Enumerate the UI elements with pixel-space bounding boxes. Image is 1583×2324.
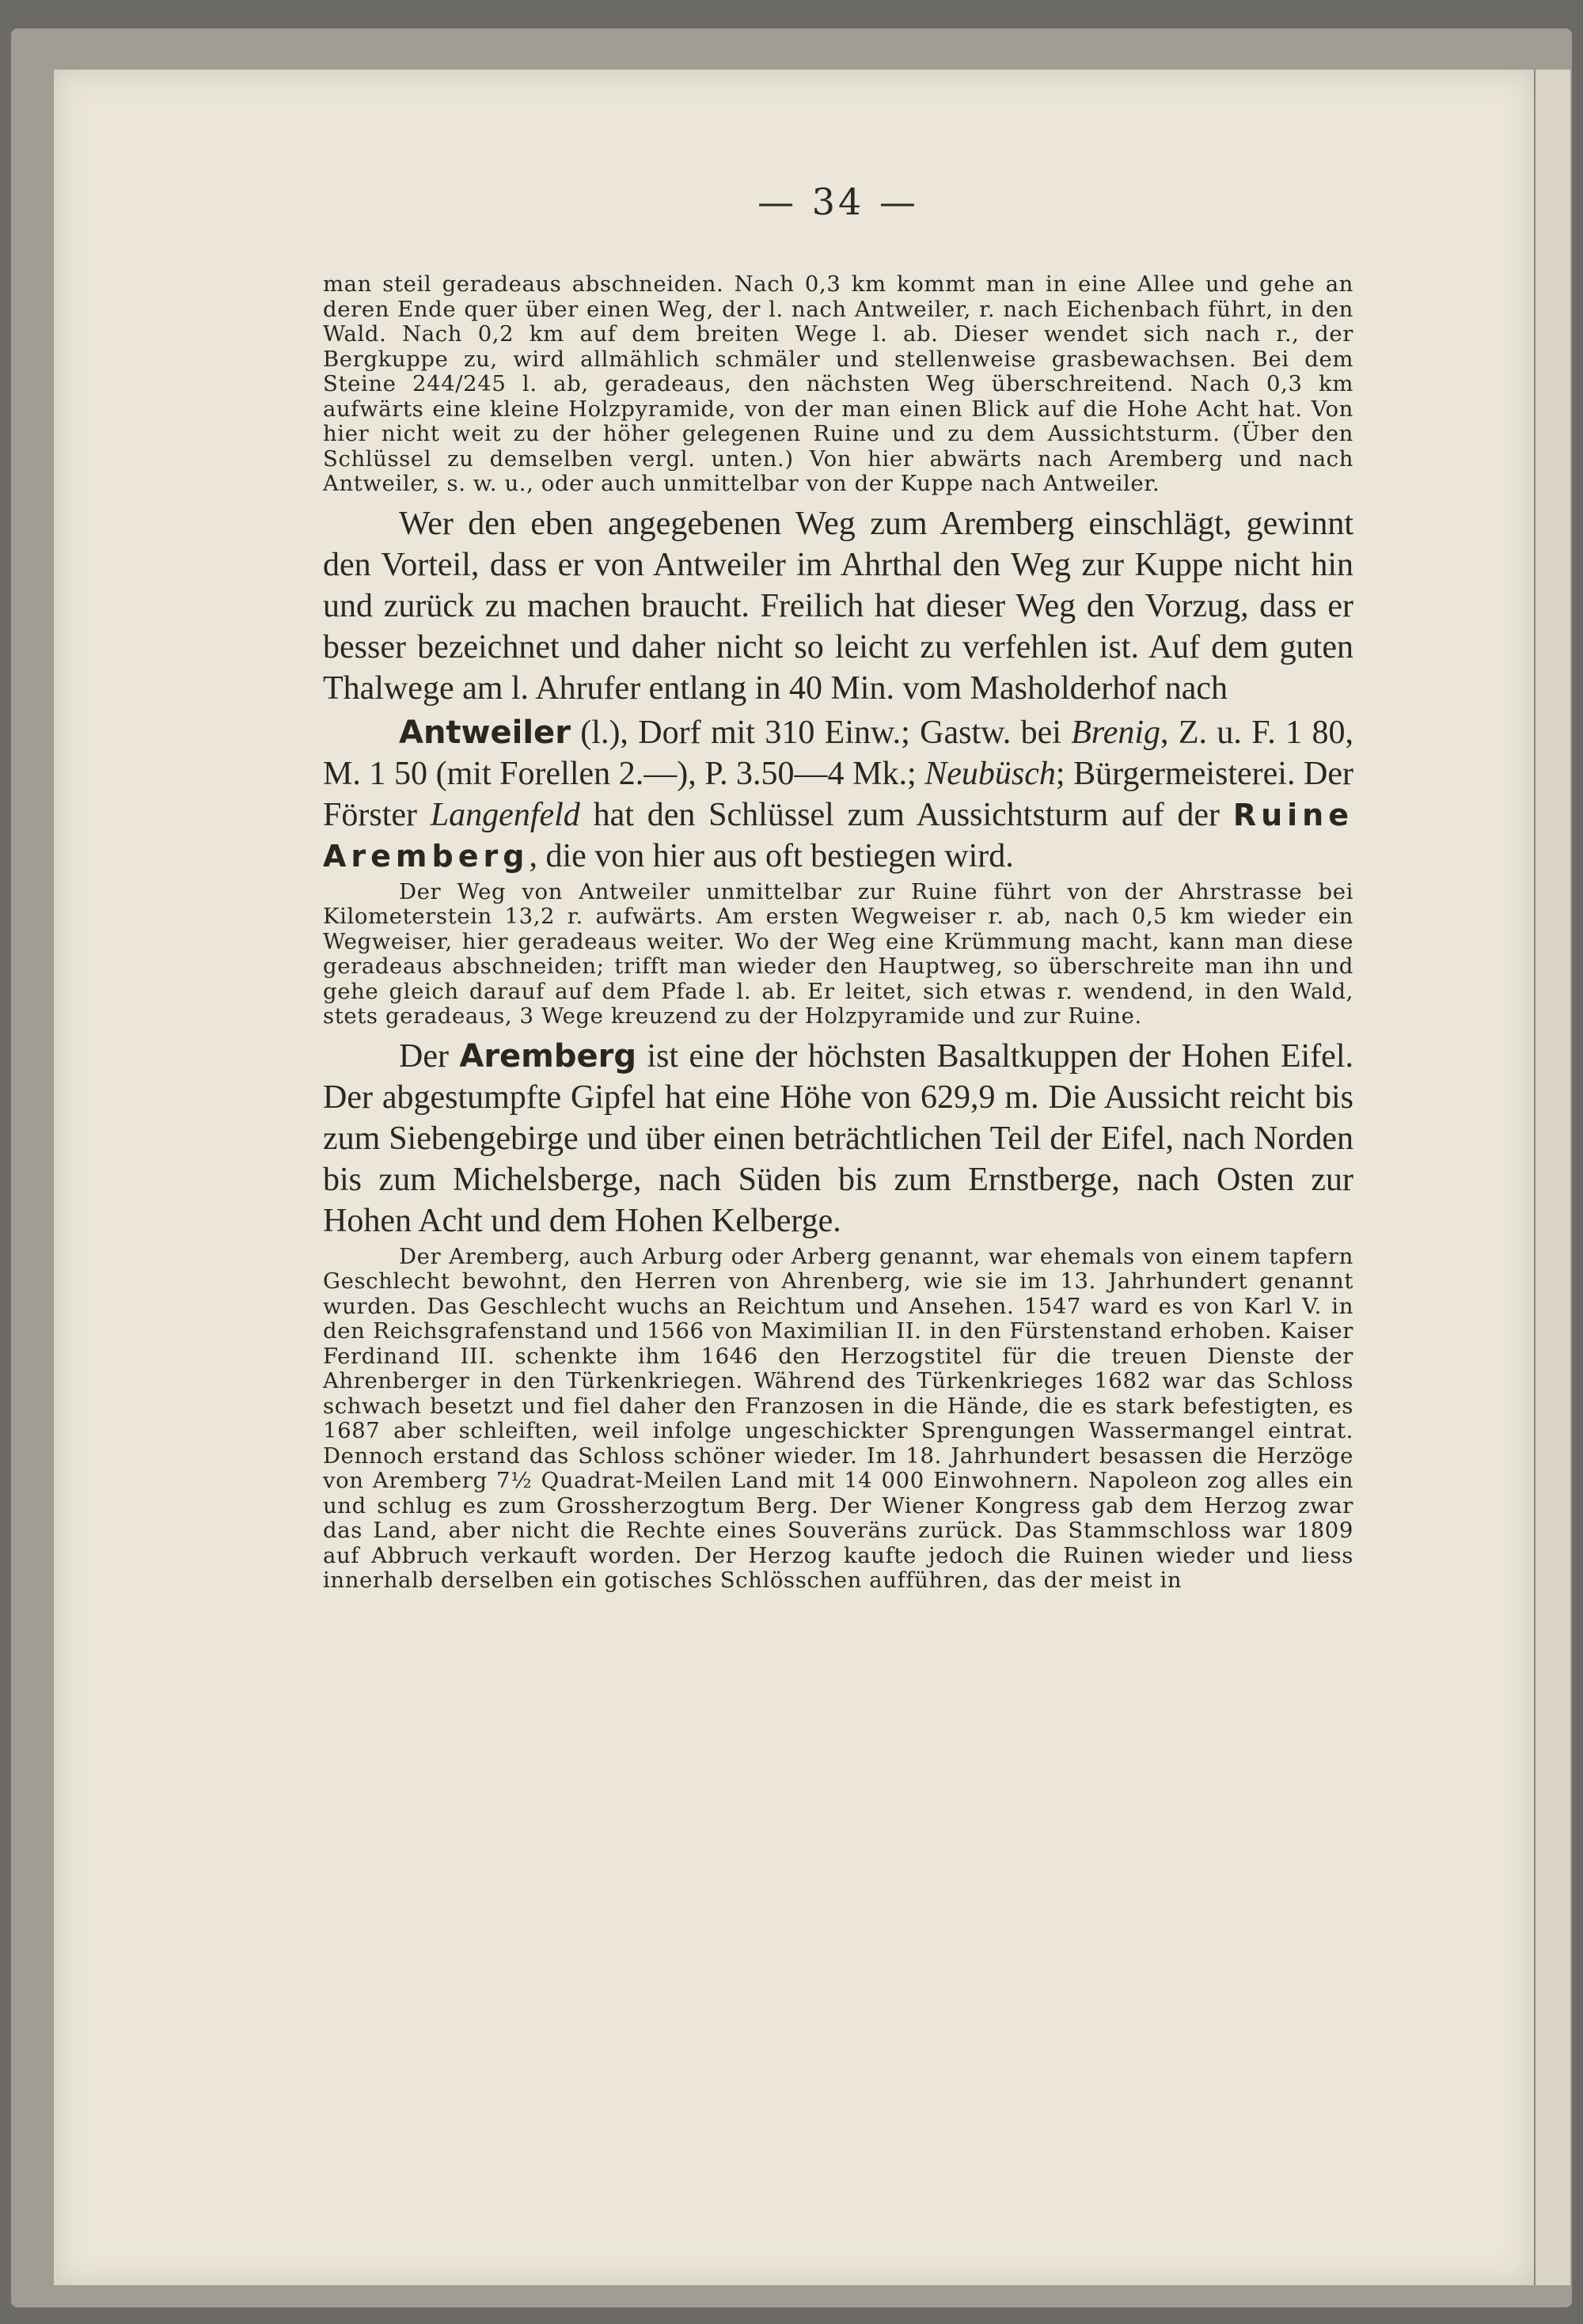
text-run: Langenfeld [430,796,580,833]
paragraph-p4 [323,880,1353,1029]
text-run: man steil geradeaus abschneiden. Nach 0,3 km kommt man in eine Allee und gehe an deren Ende quer über einen Weg, der l. nach Antweiler, r. nach Eichenbach führt, in den Wald. Nach 0,2 km auf dem breiten Wege l. ab. Dieser wendet sich nach r., der Bergkuppe zu, wird allmählich schmäler und stellenweise grasbewachsen. Bei dem Steine 244/245 l. ab, geradeaus, den nächsten Weg überschreitend. Nach 0,3 km aufwärts eine kleine Holzpyramide, von der man einen Blick auf die Hohe Acht hat. Von hier nicht weit zu der höher gelegenen Ruine und zu dem Aussichtsturm. (Über den Schlüssel zu demselben vergl. unten.) Von hier abwärts nach Aremberg und nach Antweiler, s. w. u., oder auch unmittelbar von der Kuppe nach Antweiler. [323,271,1353,496]
text-run: Ruine Aremberg [323,797,1353,874]
text-run: , Z. u. F. 1 80, M. 1 50 (mit Forellen 2.—), P. 3.50—4 Mk.; [323,714,1353,792]
text-run: Der [399,1037,460,1075]
paragraph-p3 [323,712,1353,877]
text-run: Antweiler [399,714,571,751]
text-run: Wer den eben angegebenen Weg zum Aremberg einschlägt, gewinnt den Vorteil, dass er von Antweiler im Ahrthal den Weg zur Kuppe nicht hin und zurück zu machen braucht. Freilich hat dieser Weg den Vorzug, dass er besser bezeichnet und daher nicht so leicht zu verfehlen ist. Auf dem guten Thalwege am l. Ahrufer entlang in 40 Min. vom Masholderhof nach [323,505,1353,707]
text-run: hat den Schlüssel zum Aussichtsturm auf der [579,796,1233,833]
paragraph-container [323,272,1353,1594]
text-run: ist eine der höchsten Basaltkuppen der Hohen Eifel. Der abgestumpfte Gipfel hat eine Höhe von 629,9 m. Die Aussicht reicht bis zum Siebengebirge und über einen beträchtlichen Teil der Eifel, nach Norden bis zum Michelsberge, nach Süden bis zum Ernstberge, nach Osten zur Hohen Acht und dem Hohen Kelberge. [323,1037,1353,1239]
text-run: Brenig [1071,714,1161,751]
text-run: (l.), Dorf mit 310 Einw.; Gastw. bei [570,714,1072,751]
text-run: Neubüsch [924,755,1056,792]
text-run: ; Bürgermeisterei. Der Förster [323,755,1353,833]
adjacent-page-edge [1534,70,1570,2285]
text-run: Der Weg von Antweiler unmittelbar zur Ruine führt von der Ahrstrasse bei Kilometerstein 13,2 r. aufwärts. Am ersten Wegweiser r. ab, nach 0,5 km wieder ein Wegweiser, hier geradeaus weiter. Wo der Weg eine Krümmung macht, kann man diese geradeaus abschneiden; trifft man wieder den Hauptweg, so überschreite man ihn und gehe gleich darauf auf dem Pfade l. ab. Er leitet, sich etwas r. wendend, in den Wald, stets geradeaus, 3 Wege kreuzend zu der Holzpyramide und zur Ruine. [323,878,1353,1029]
page-number: — 34 — [757,180,919,223]
paragraph-p2 [323,503,1353,709]
page-text [323,180,1353,1600]
paragraph-p6 [323,1245,1353,1594]
paragraph-p1 [323,272,1353,497]
paragraph-p5 [323,1036,1353,1242]
text-run: Der Aremberg, auch Arburg oder Arberg genannt, war ehemals von einem tapfern Geschlecht bewohnt, den Herren von Ahrenberg, wie sie im 13. Jahrhundert genannt wurden. Das Geschlecht wuchs an Reichtum und Ansehen. 1547 ward es von Karl V. in den Reichsgrafenstand und 1566 von Maximilian II. in den Fürstenstand erhoben. Kaiser Ferdinand III. schenkte ihm 1646 den Herzogstitel für die treuen Dienste der Ahrenberger in den Türkenkriegen. Während des Türkenkrieges 1682 war das Schloss schwach besetzt und fiel daher den Franzosen in die Hände, die es stark befestigten, es 1687 aber schleiften, weil infolge ungeschickter Sprengungen Wassermangel eintrat. Dennoch erstand das Schloss schöner wieder. Im 18. Jahrhundert besassen die Herzöge von Aremberg 7½ Quadrat-Meilen Land mit 14 000 Einwohnern. Napoleon zog alles ein und schlug es zum Grossherzogtum Berg. Der Wiener Kongress gab dem Herzog zwar das Land, aber nicht die Rechte eines Souveräns zurück. Das Stammschloss war 1809 auf Abbruch verkauft worden. Der Herzog kaufte jedoch die Ruinen wieder und liess innerhalb derselben ein gotisches Schlösschen aufführen, das der meist in [323,1243,1353,1593]
text-run: Aremberg [459,1037,636,1075]
text-run: , die von hier aus oft bestiegen wird. [529,837,1014,874]
